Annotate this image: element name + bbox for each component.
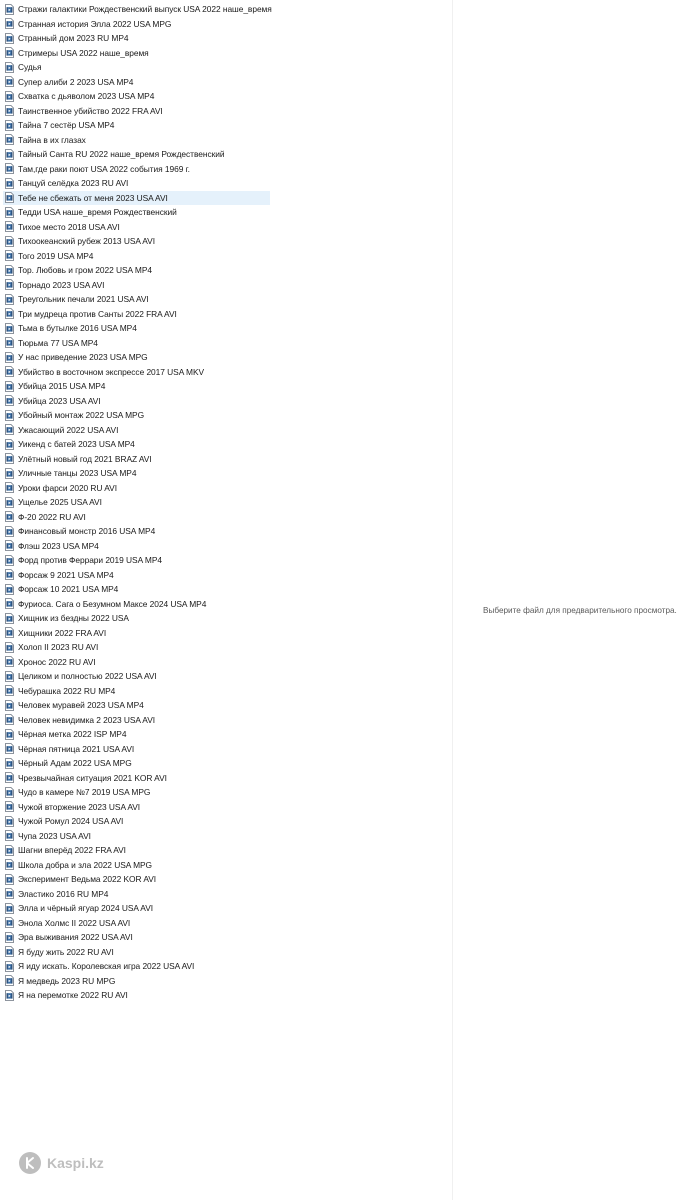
kaspi-logo-icon xyxy=(19,1152,41,1174)
file-list-item[interactable] xyxy=(3,800,144,814)
file-list-item[interactable] xyxy=(3,176,132,190)
video-file-icon xyxy=(5,120,14,131)
file-list-item[interactable] xyxy=(3,959,198,973)
file-name: Я медведь 2023 RU MPG xyxy=(18,975,116,986)
file-name: Чупа 2023 USA AVI xyxy=(18,830,91,841)
file-name: Таинственное убийство 2022 FRA AVI xyxy=(18,105,163,116)
file-list-item[interactable] xyxy=(3,336,102,350)
file-name: Тьма в бутылке 2016 USA MP4 xyxy=(18,323,137,333)
video-file-icon xyxy=(5,772,14,783)
video-file-icon xyxy=(5,787,14,798)
file-list-item[interactable] xyxy=(3,104,167,118)
file-name: Человек муравей 2023 USA MP4 xyxy=(18,700,144,710)
file-name: Форд против Феррари 2019 USA MP4 xyxy=(18,555,162,565)
video-file-icon xyxy=(5,729,14,740)
file-name: Ужасающий 2022 USA AVI xyxy=(18,424,119,435)
file-list-item[interactable] xyxy=(3,887,112,901)
file-list-item[interactable] xyxy=(3,321,141,335)
video-file-icon xyxy=(5,526,14,537)
file-list-item[interactable] xyxy=(3,394,105,408)
file-list-item[interactable] xyxy=(3,379,109,393)
file-list-item[interactable] xyxy=(3,945,118,959)
file-name: Странная история Элла 2022 USA MPG xyxy=(18,18,172,29)
file-name: Убийца 2023 USA AVI xyxy=(18,395,101,406)
file-name: Тебе не сбежать от меня 2023 USA AVI xyxy=(18,192,168,203)
video-file-icon xyxy=(5,627,14,638)
file-name: У нас приведение 2023 USA MPG xyxy=(18,352,148,362)
file-name: Убийца 2015 USA MP4 xyxy=(18,381,106,391)
video-file-icon xyxy=(5,569,14,580)
file-list-item[interactable] xyxy=(3,75,137,89)
video-file-icon xyxy=(5,439,14,450)
video-file-icon xyxy=(5,961,14,972)
video-file-icon xyxy=(5,830,14,841)
file-name: Хищник из бездны 2022 USA xyxy=(18,613,129,623)
file-name: Чужой Ромул 2024 USA AVI xyxy=(18,816,124,826)
file-list-item[interactable] xyxy=(3,481,121,495)
file-list-item[interactable] xyxy=(3,234,159,248)
file-list-item[interactable] xyxy=(3,118,118,132)
file-list-item[interactable] xyxy=(3,350,152,364)
video-file-icon xyxy=(5,511,14,522)
preview-pane xyxy=(453,0,697,1200)
file-list-item[interactable] xyxy=(3,205,181,219)
video-file-icon xyxy=(5,62,14,73)
file-list-item[interactable] xyxy=(3,495,106,509)
video-file-icon xyxy=(5,917,14,928)
file-name: Форсаж 10 2021 USA MP4 xyxy=(18,584,119,594)
file-list-item[interactable] xyxy=(3,553,166,567)
file-list-item[interactable] xyxy=(3,249,97,263)
file-name: Стражи галактики Рождественский выпуск USA 2022 наше_время xyxy=(18,4,272,14)
video-file-icon xyxy=(5,395,14,406)
file-list-item[interactable] xyxy=(3,568,118,582)
file-name: Стримеры USA 2022 наше_время xyxy=(18,47,149,58)
file-name: Шагни вперёд 2022 FRA AVI xyxy=(18,845,126,855)
video-file-icon xyxy=(5,656,14,667)
video-file-icon xyxy=(5,468,14,479)
video-file-icon xyxy=(5,540,14,551)
file-list-item[interactable] xyxy=(3,814,127,828)
video-file-icon xyxy=(5,294,14,305)
video-file-icon xyxy=(5,424,14,435)
video-file-icon xyxy=(5,33,14,44)
file-name: Чрезвычайная ситуация 2021 KOR AVI xyxy=(18,772,167,783)
file-list-item[interactable] xyxy=(3,727,130,741)
file-list-item[interactable] xyxy=(3,292,153,306)
file-name: Треугольник печали 2021 USA AVI xyxy=(18,294,149,304)
file-list-item[interactable] xyxy=(3,423,122,437)
video-file-icon xyxy=(5,685,14,696)
file-name: Чебурашка 2022 RU MP4 xyxy=(18,685,116,696)
file-list-item[interactable] xyxy=(3,2,276,16)
video-file-icon xyxy=(5,337,14,348)
watermark-text: Kaspi.kz xyxy=(47,1155,104,1171)
video-file-icon xyxy=(5,381,14,392)
file-name: Тихоокеанский рубеж 2013 USA AVI xyxy=(18,236,155,246)
file-list-item[interactable] xyxy=(3,974,119,988)
file-list-item[interactable] xyxy=(3,597,210,611)
file-list-item[interactable] xyxy=(3,89,158,103)
file-name: Того 2019 USA MP4 xyxy=(18,250,94,261)
video-file-icon xyxy=(5,250,14,261)
video-file-icon xyxy=(5,932,14,943)
file-list-item[interactable] xyxy=(3,408,148,422)
file-name: Судья xyxy=(18,62,42,72)
file-list-item[interactable] xyxy=(3,713,159,727)
file-list-item[interactable] xyxy=(3,46,153,60)
file-name: Тедди USA наше_время Рождественский xyxy=(18,207,177,217)
video-file-icon xyxy=(5,758,14,769)
video-file-icon xyxy=(5,308,14,319)
file-list-item[interactable] xyxy=(3,843,130,857)
file-name: Я иду искать. Королевская игра 2022 USA AVI xyxy=(18,961,195,971)
watermark xyxy=(19,1152,104,1174)
file-list-item[interactable] xyxy=(3,466,140,480)
video-file-icon xyxy=(5,613,14,624)
video-file-icon xyxy=(5,497,14,508)
video-file-icon xyxy=(5,845,14,856)
video-file-icon xyxy=(5,279,14,290)
file-name: Чёрная пятница 2021 USA AVI xyxy=(18,743,135,754)
file-name: Тайна 7 сестёр USA MP4 xyxy=(18,120,115,130)
video-file-icon xyxy=(5,975,14,986)
file-list-item[interactable] xyxy=(3,771,171,785)
file-name: Финансовый монстр 2016 USA MP4 xyxy=(18,526,156,536)
file-name: Холоп II 2023 RU AVI xyxy=(18,642,99,652)
video-file-icon xyxy=(5,18,14,29)
video-file-icon xyxy=(5,105,14,116)
file-name: Тайный Санта RU 2022 наше_время Рождественский xyxy=(18,149,225,159)
file-list-item[interactable] xyxy=(3,916,134,930)
file-name: Школа добра и зла 2022 USA MPG xyxy=(18,859,153,870)
file-name: Уикенд с батей 2023 USA MP4 xyxy=(18,439,135,449)
file-list-item[interactable] xyxy=(3,655,100,669)
video-file-icon xyxy=(5,598,14,609)
file-list-item[interactable] xyxy=(3,191,270,205)
video-file-icon xyxy=(5,453,14,464)
file-list-item[interactable] xyxy=(3,220,124,234)
video-file-icon xyxy=(5,642,14,653)
file-name: Эра выживания 2022 USA AVI xyxy=(18,932,133,942)
video-file-icon xyxy=(5,149,14,160)
preview-message: Выберите файл для предварительного просмотра. xyxy=(483,606,677,615)
file-name: Супер алиби 2 2023 USA MP4 xyxy=(18,76,134,87)
file-list-item[interactable] xyxy=(3,307,181,321)
video-file-icon xyxy=(5,801,14,812)
video-file-icon xyxy=(5,134,14,145)
file-list-item[interactable] xyxy=(3,60,46,74)
video-file-icon xyxy=(5,47,14,58)
file-name: Человек невидимка 2 2023 USA AVI xyxy=(18,714,156,725)
video-file-icon xyxy=(5,714,14,725)
file-name: Ф-20 2022 RU AVI xyxy=(18,511,86,522)
file-list-item[interactable] xyxy=(3,756,136,770)
file-list-item[interactable] xyxy=(3,872,160,886)
file-name: Элла и чёрный ягуар 2024 USA AVI xyxy=(18,903,154,913)
file-list-item[interactable] xyxy=(3,278,108,292)
file-list-item[interactable] xyxy=(3,669,161,683)
file-name: Уличные танцы 2023 USA MP4 xyxy=(18,468,137,478)
file-list-item[interactable] xyxy=(3,452,156,466)
file-list-item[interactable] xyxy=(3,858,156,872)
file-list-item[interactable] xyxy=(3,742,138,756)
video-file-icon xyxy=(5,366,14,377)
video-file-icon xyxy=(5,671,14,682)
file-list-item[interactable] xyxy=(3,785,154,799)
video-file-icon xyxy=(5,163,14,174)
file-name: Тюрьма 77 USA MP4 xyxy=(18,337,98,348)
file-list-item[interactable] xyxy=(3,524,159,538)
file-name: Три мудреца против Санты 2022 FRA AVI xyxy=(18,308,177,319)
video-file-icon xyxy=(5,946,14,957)
file-name: Тор. Любовь и гром 2022 USA MP4 xyxy=(18,265,152,275)
file-name: Чёрный Адам 2022 USA MPG xyxy=(18,758,132,768)
file-list-item[interactable] xyxy=(3,626,110,640)
file-list-item[interactable] xyxy=(3,930,137,944)
video-file-icon xyxy=(5,4,14,15)
file-list-item[interactable] xyxy=(3,162,194,176)
video-file-icon xyxy=(5,743,14,754)
file-name: Танцуй селёдка 2023 RU AVI xyxy=(18,178,129,188)
video-file-icon xyxy=(5,555,14,566)
video-file-icon xyxy=(5,236,14,247)
file-name: Ущелье 2025 USA AVI xyxy=(18,497,102,507)
file-list-item[interactable] xyxy=(3,829,95,843)
video-file-icon xyxy=(5,76,14,87)
file-name: Флэш 2023 USA MP4 xyxy=(18,540,99,551)
file-name: Тихое место 2018 USA AVI xyxy=(18,221,120,232)
file-list-item[interactable] xyxy=(3,611,133,625)
file-list-item[interactable] xyxy=(3,17,175,31)
video-file-icon xyxy=(5,888,14,899)
file-name: Убийство в восточном экспрессе 2017 USA MKV xyxy=(18,366,205,377)
file-list-item[interactable] xyxy=(3,988,132,1002)
video-file-icon xyxy=(5,859,14,870)
video-file-icon xyxy=(5,874,14,885)
video-file-icon xyxy=(5,816,14,827)
file-list-item[interactable] xyxy=(3,684,119,698)
video-file-icon xyxy=(5,178,14,189)
video-file-icon xyxy=(5,352,14,363)
file-name: Форсаж 9 2021 USA MP4 xyxy=(18,569,114,580)
video-file-icon xyxy=(5,990,14,1001)
file-name: Я на перемотке 2022 RU AVI xyxy=(18,990,128,1000)
video-file-icon xyxy=(5,584,14,595)
file-name: Странный дом 2023 RU MP4 xyxy=(18,33,129,43)
video-file-icon xyxy=(5,323,14,334)
file-name: Там,где раки поют USA 2022 события 1969 г. xyxy=(18,163,190,174)
video-file-icon xyxy=(5,410,14,421)
video-file-icon xyxy=(5,903,14,914)
file-name: Улётный новый год 2021 BRAZ AVI xyxy=(18,453,152,464)
file-list-item[interactable] xyxy=(3,133,90,147)
file-name: Эластико 2016 RU MP4 xyxy=(18,888,109,899)
file-list-item[interactable] xyxy=(3,147,228,161)
video-file-icon xyxy=(5,265,14,276)
file-list-item[interactable] xyxy=(3,698,148,712)
file-list-item[interactable] xyxy=(3,437,139,451)
file-name: Хищники 2022 FRA AVI xyxy=(18,627,107,638)
file-name: Схватка с дьяволом 2023 USA MP4 xyxy=(18,91,155,101)
file-name: Убойный монтаж 2022 USA MPG xyxy=(18,410,145,420)
file-list-item[interactable] xyxy=(3,31,133,45)
video-file-icon xyxy=(5,221,14,232)
file-list-item[interactable] xyxy=(3,582,122,596)
file-name: Хронос 2022 RU AVI xyxy=(18,656,96,667)
file-list-item[interactable] xyxy=(3,901,157,915)
file-name: Энола Холмс II 2022 USA AVI xyxy=(18,917,131,928)
file-name: Торнадо 2023 USA AVI xyxy=(18,279,105,290)
file-name: Эксперимент Ведьма 2022 KOR AVI xyxy=(18,874,157,884)
file-name: Чёрная метка 2022 ISP MP4 xyxy=(18,729,127,739)
video-file-icon xyxy=(5,207,14,218)
file-list-item[interactable] xyxy=(3,365,208,379)
file-name: Чужой вторжение 2023 USA AVI xyxy=(18,801,141,812)
video-file-icon xyxy=(5,482,14,493)
video-file-icon xyxy=(5,700,14,711)
file-list-item[interactable] xyxy=(3,539,103,553)
file-list-item[interactable] xyxy=(3,510,90,524)
file-name: Я буду жить 2022 RU AVI xyxy=(18,946,114,957)
file-list-item[interactable] xyxy=(3,263,156,277)
video-file-icon xyxy=(5,91,14,102)
file-name: Тайна в их глазах xyxy=(18,134,86,145)
file-name: Уроки фарси 2020 RU AVI xyxy=(18,482,117,493)
file-list-item[interactable] xyxy=(3,640,102,654)
file-name: Целиком и полностью 2022 USA AVI xyxy=(18,671,157,681)
file-name: Чудо в камере №7 2019 USA MPG xyxy=(18,787,151,797)
video-file-icon xyxy=(5,192,14,203)
file-name: Фуриоса. Сага о Безумном Максе 2024 USA MP4 xyxy=(18,598,207,609)
